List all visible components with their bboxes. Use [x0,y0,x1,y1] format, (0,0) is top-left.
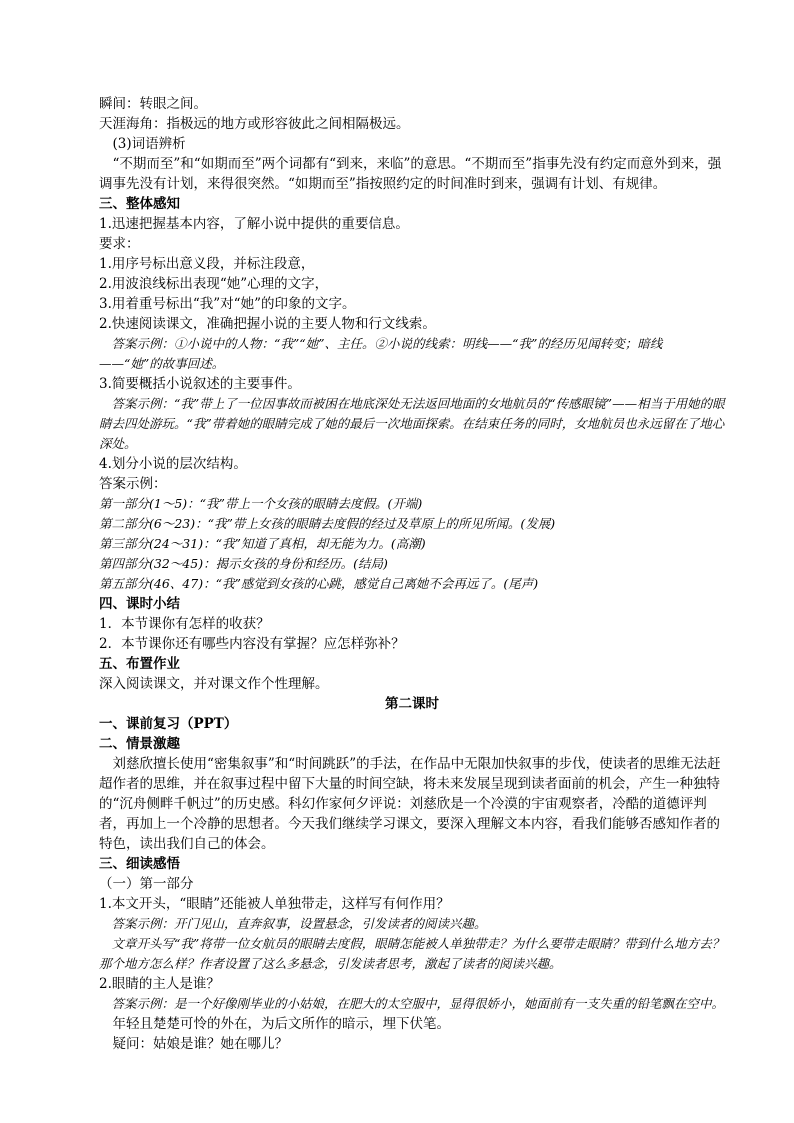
paragraph: 天涯海角：指极远的地方或形容彼此之间相隔极远。 [99,116,410,132]
paragraph: 答案示例：①小说中的人物：“我”“她”、主任。②小说的线索：明线——“我”的经历见闻转变；暗线——“她”的故事回述。 [99,336,663,371]
paragraph: 1．本节课你有怎样的收获？ [99,616,270,632]
document-page [99,94,725,1054]
paragraph: （一）第一部分 [99,876,194,892]
paragraph: 疑问：姑娘是谁？她在哪儿？ [112,1036,288,1052]
paragraph: 刘慈欣擅长使用“密集叙事”和“时间跳跃”的手法，在作品中无限加快叙事的步伐，使读者的思维无法赶超作者的思维，并在叙事过程中留下大量的时间空缺，将未来发展呈现到读者面前的机会，产生一种独特的“沉舟侧畔千帆过”的历史感。科幻作家何夕评说：刘慈欣是一个冷漠的宇宙观察者，冷酷的道德评判者，再加上一个冷静的思想者。今天我们继续学习课文，要深入理解文本内容，看我们能够否感知作者的特色，读出我们自己的体会。 [99,756,721,852]
paragraph: 第一部分(1～5)：“我”带上一个女孩的眼睛去度假。(开端) [99,496,423,511]
paragraph: 3.简要概括小说叙述的主要事件。 [99,376,301,392]
paragraph: 要求： [99,236,140,252]
paragraph: 1.迅速把握基本内容，了解小说中提供的重要信息。 [99,216,409,232]
section-heading: 三、整体感知 [99,196,180,212]
paragraph: 深入阅读课文，并对课文作个性理解。 [99,676,329,692]
paragraph: 答案示例：是一个好像刚毕业的小姑娘，在肥大的太空服中，显得很娇小，她面前有一支失重的铅笔飘在空中。 [111,996,725,1011]
section-heading: 三、细读感悟 [99,856,180,872]
paragraph: (3)词语辨析 [112,136,186,152]
paragraph: 答案示例：开门见山，直奔叙事，设置悬念，引发读者的阅读兴趣。 [111,916,487,931]
paragraph: 第二部分(6～23)：“我”带上女孩的眼睛去度假的经过及草原上的所见所闻。(发展) [99,516,556,531]
paragraph: 1.用序号标出意义段，并标注段意， [99,256,315,272]
paragraph: 第五部分(46、47)：“我”感觉到女孩的心跳，感觉自己离她不会再远了。(尾声) [99,576,539,591]
paragraph: 4.划分小说的层次结构。 [99,456,247,472]
paragraph: 2.用波浪线标出表现“她”心理的文字， [99,276,329,292]
section-heading: 四、课时小结 [99,596,180,612]
paragraph: 1.本文开头，“眼睛”还能被人单独带走，这样写有何作用？ [99,896,450,912]
section-heading: 一、课前复习（PPT） [99,716,238,732]
section-heading: 第二课时 [385,696,439,712]
paragraph: 答案示例： [99,476,167,492]
paragraph: 年轻且楚楚可怜的外在，为后文所作的暗示，埋下伏笔。 [112,1016,450,1032]
paragraph: 第三部分(24～31)：“我”知道了真相，却无能为力。(高潮) [99,536,426,551]
section-heading: 二、情景激趣 [99,736,180,752]
paragraph: 2.快速阅读课文，准确把握小说的主要人物和行文线索。 [99,316,436,332]
paragraph: 答案示例：“我”带上了一位因事故而被困在地底深处无法返回地面的女地航员的“传感眼镜”——相当于用她的眼睛去四处游玩。“我”带着她的眼睛完成了她的最后一次地面探索。在结束任务的同时，女地航员也永远留在了地心深处。 [99,396,725,451]
paragraph: “不期而至”和“如期而至”两个词都有“到来，来临”的意思。“不期而至”指事先没有约定而意外到来，强调事先没有计划，来得很突然。“如期而至”指按照约定的时间准时到来，强调有计划、有规律。 [99,156,722,192]
paragraph: 第四部分(32～45)：揭示女孩的身份和经历。(结局) [99,556,388,571]
paragraph: 3.用着重号标出“我”对“她”的印象的文字。 [99,296,356,312]
section-heading: 五、布置作业 [99,656,180,672]
paragraph: 2．本节课你还有哪些内容没有掌握？应怎样弥补？ [99,636,405,652]
paragraph: 文章开头写“我”将带一位女航员的眼睛去度假，眼睛怎能被人单独带走？为什么要带走眼睛？带到什么地方去？那个地方怎么样？作者设置了这么多悬念，引发读者思考，激起了读者的阅读兴趣。 [99,936,725,971]
paragraph: 瞬间：转眼之间。 [99,96,207,112]
paragraph: 2.眼睛的主人是谁？ [99,976,220,992]
